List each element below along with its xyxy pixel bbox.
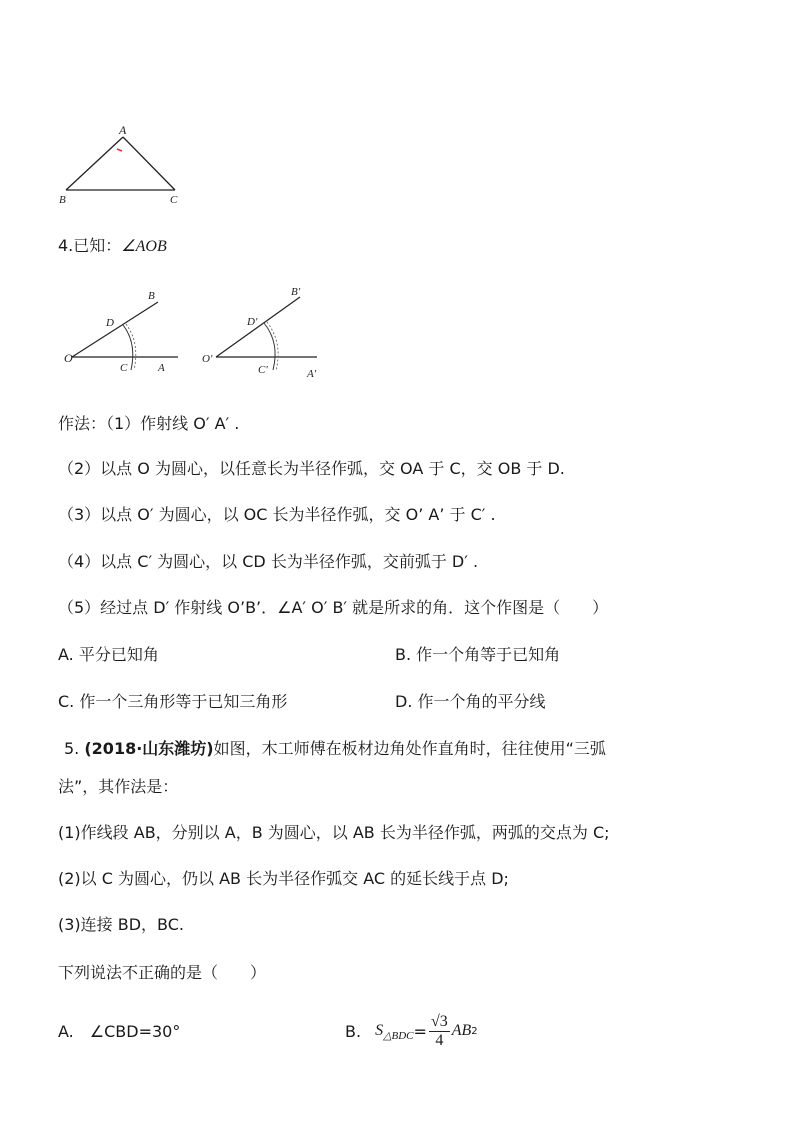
angle-figure-left (64, 290, 178, 374)
q5-source: (2018·山东潍坊) (84, 739, 214, 758)
q5-step-3: (3)连接 BD，BC. (58, 915, 185, 934)
q5-step-2: (2)以 C 为圆心，仍以 AB 长为半径作弧交 AC 的延长线于点 D; (58, 869, 509, 888)
q4-option-b: B. 作一个角等于已知角 (395, 645, 561, 664)
q5-stem-line2: 法”，其作法是： (58, 777, 179, 796)
svg-text:D: D (106, 317, 114, 329)
svg-text:C: C (120, 362, 128, 374)
svg-text:O': O' (202, 353, 213, 365)
q5-option-a: A. ∠CBD=30° (58, 1022, 181, 1041)
angle-figures (60, 285, 330, 380)
q5-step-1: (1)作线段 AB，分别以 A，B 为圆心，以 AB 长为半径作弧，两弧的交点为 C; (58, 823, 610, 842)
q4-option-d: D. 作一个角的平分线 (395, 692, 546, 711)
q4-step-3: （3）以点 O′ 为圆心，以 OC 长为半径作弧，交 O’ A’ 于 C′ . (58, 505, 496, 524)
label-c: C (170, 194, 178, 206)
q5-stem-text: 如图，木工师傅在板材边角处作直角时，往往使用“三弧 (213, 739, 606, 758)
fraction: $\frac{√3}{4}$ (430, 1012, 448, 1049)
svg-text:A: A (158, 362, 165, 374)
q4-option-c: C. 作一个三角形等于已知三角形 (58, 692, 288, 711)
q5-stem-line1 (64, 739, 606, 759)
q5-number: 5. (64, 739, 80, 758)
label-a: A (119, 123, 127, 137)
q5-question: 下列说法不正确的是（ ） (58, 963, 267, 982)
triangle-figure (55, 120, 195, 210)
side-ba (66, 137, 123, 190)
arc-right (264, 323, 275, 370)
svg-text:O: O (64, 351, 73, 365)
svg-text:B: B (148, 290, 155, 302)
svg-text:D': D' (247, 316, 258, 328)
red-tick (117, 149, 122, 151)
svg-text:A': A' (307, 368, 317, 380)
svg-text:B': B' (291, 286, 301, 298)
q5-option-b: B. S △BDC = $\frac{√3}{4}$ AB 2 (345, 1012, 478, 1049)
svg-text:C': C' (258, 364, 268, 376)
q4-heading: 4.已知：∠AOB (58, 236, 167, 255)
angle-figure-right (202, 286, 317, 380)
side-ac (123, 137, 175, 190)
q4-step-2: （2）以点 O 为圆心，以任意长为半径作弧，交 OA 于 C，交 OB 于 D. (58, 459, 565, 478)
label-b: B (59, 194, 66, 206)
q4-option-a: A. 平分已知角 (58, 645, 159, 664)
q4-step-4: （4）以点 C′ 为圆心，以 CD 长为半径作弧，交前弧于 D′ . (58, 552, 479, 571)
q4-method-intro: 作法：（1）作射线 O′ A′ . (58, 414, 240, 433)
q4-step-5: （5）经过点 D′ 作射线 O’B’．∠A′ O′ B′ 就是所求的角．这个作图是（ ） (58, 598, 609, 617)
